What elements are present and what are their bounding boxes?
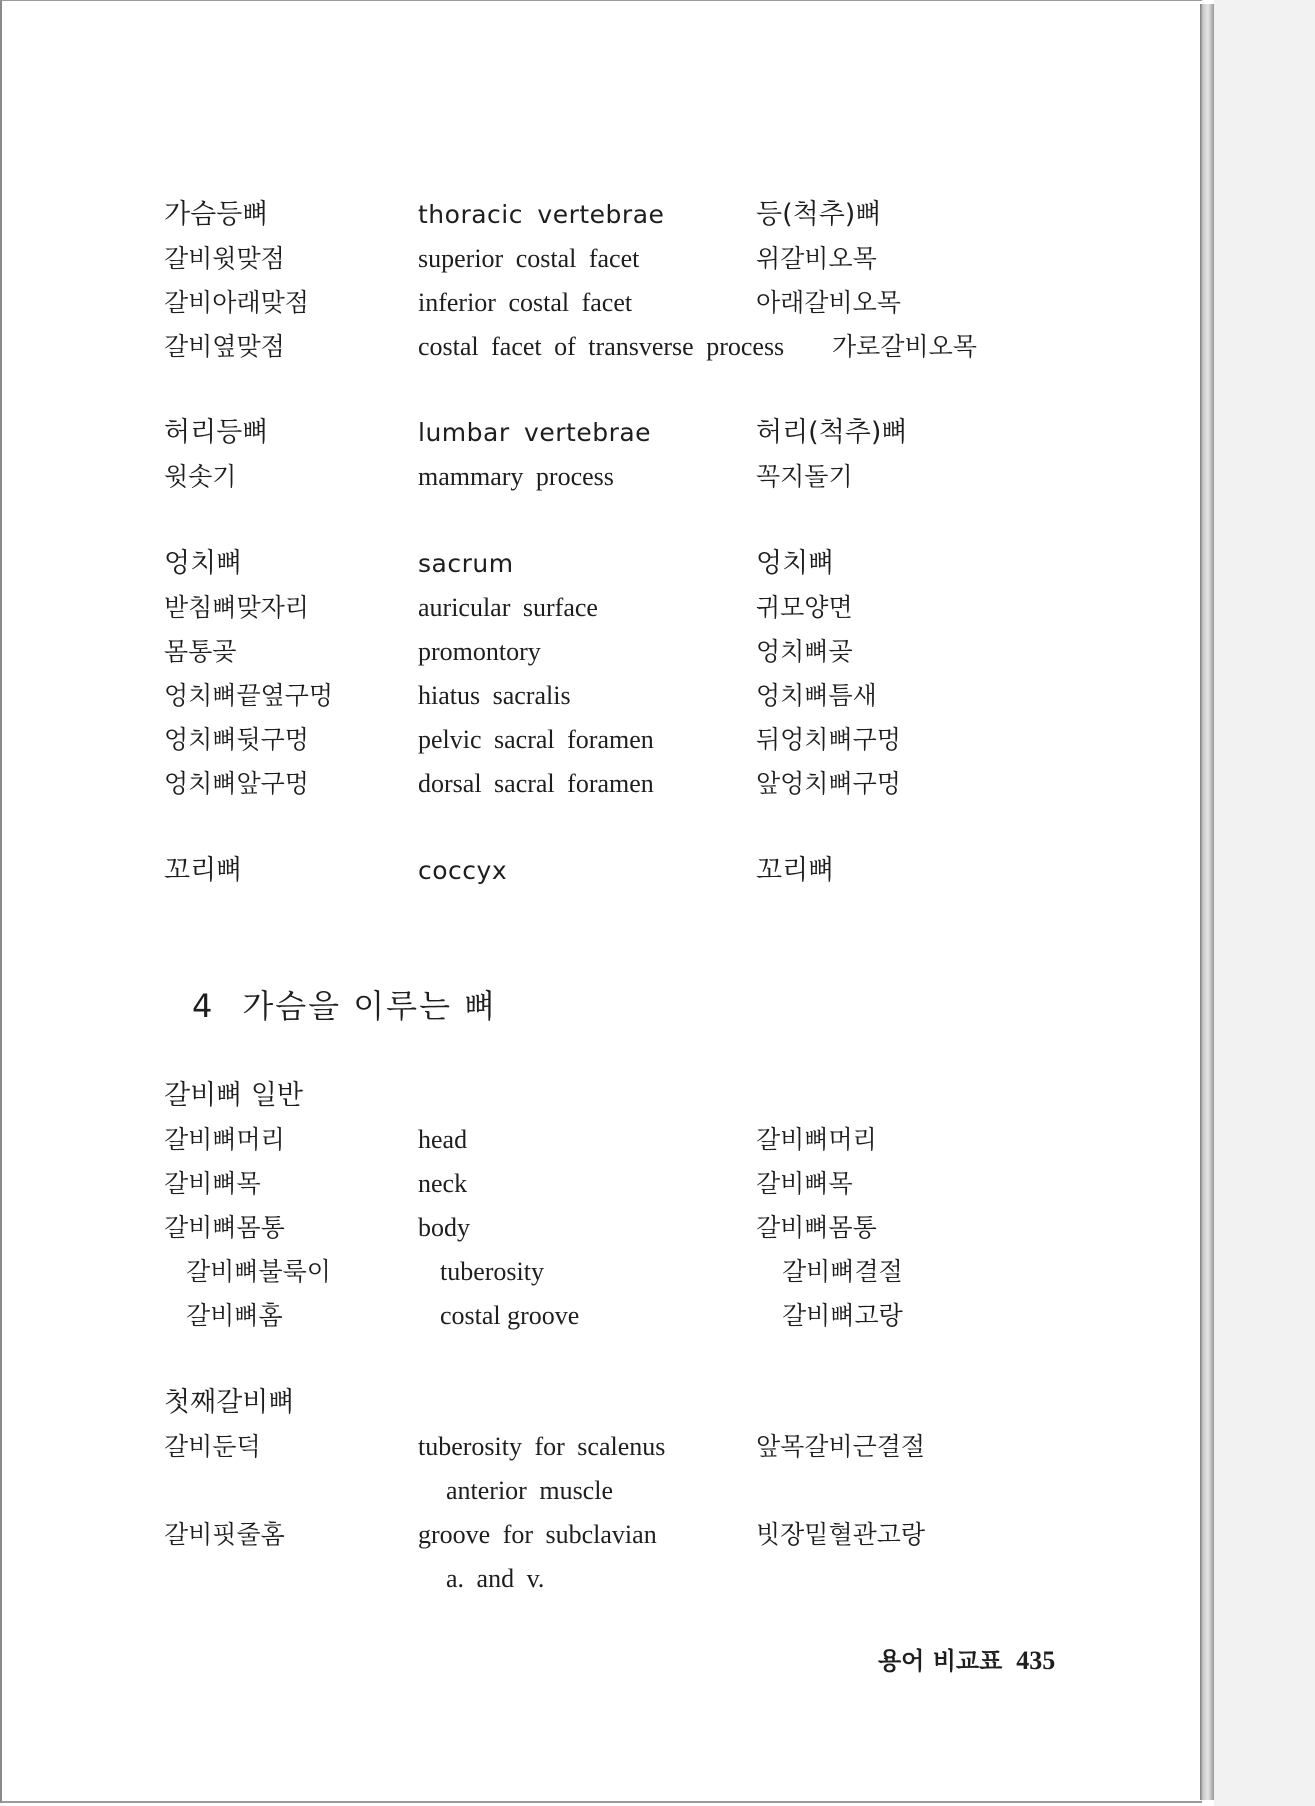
term-row [2,1120,1202,1160]
korean-term: 엉치뼈끝옆구멍 [164,681,334,710]
korean-term: 허리등뼈 [164,417,269,448]
section-number: 4 [192,987,215,1025]
alternate-term: 엉치뼈 [756,548,835,579]
footer-label: 용어 비교표 [878,1647,1003,1675]
english-term: head [418,1125,468,1154]
term-row-continuation [2,1471,1202,1511]
english-term: groove for subclavian [418,1520,657,1549]
page-number: 435 [1016,1646,1056,1675]
english-term: costal facet of transverse process [418,332,785,361]
alternate-term: 귀모양면 [756,593,853,622]
alternate-term: 꼬리뼈 [756,855,835,886]
korean-term: 갈비뼈홈 [186,1301,283,1330]
korean-term: 몸통곶 [164,637,237,666]
english-term: neck [418,1169,468,1198]
korean-term: 엉치뼈앞구멍 [164,769,309,798]
subsection-title-row [2,1383,1202,1423]
term-row [2,283,1202,323]
alternate-term: 앞목갈비근결절 [756,1432,926,1461]
alternate-term: 빗장밑혈관고랑 [756,1520,926,1549]
alternate-term: 엉치뼈틈새 [756,681,877,710]
korean-term: 가슴등뼈 [164,199,269,230]
background-margin [1214,0,1315,1806]
alternate-term: 등(척추)뼈 [756,199,882,230]
english-term: sacrum [418,549,514,578]
term-row-indented [2,1252,1202,1292]
english-term: lumbar vertebrae [418,418,652,447]
term-row-header [2,195,1202,235]
korean-term: 엉치뼈뒷구멍 [164,725,309,754]
term-row [2,720,1202,760]
korean-term: 갈비윗맞점 [164,244,285,273]
section-title: 가슴을 이루는 뼈 [242,987,498,1025]
korean-term: 갈비뼈불룩이 [186,1257,331,1286]
english-term: costal groove [440,1301,580,1330]
english-term: coccyx [418,856,508,885]
page-edge-shadow [1200,4,1214,1800]
term-row [2,239,1202,279]
english-term: inferior costal facet [418,288,633,317]
korean-term: 엉치뼈 [164,548,243,579]
alternate-term: 가로갈비오목 [832,332,977,361]
alternate-term: 허리(척추)뼈 [756,417,908,448]
alternate-term: 앞엉치뼈구멍 [756,769,901,798]
term-row [2,1164,1202,1204]
term-row [2,588,1202,628]
korean-term: 갈비둔덕 [164,1432,261,1461]
korean-term: 윗솟기 [164,462,237,491]
term-row-indented [2,1296,1202,1336]
page-footer [878,1641,1055,1681]
english-term: superior costal facet [418,244,640,273]
english-term: promontory [418,637,541,666]
korean-term: 꼬리뼈 [164,855,243,886]
term-row [2,1427,1202,1467]
alternate-term: 갈비뼈목 [756,1169,853,1198]
section-heading [192,981,497,1031]
alternate-term: 갈비뼈머리 [756,1125,877,1154]
english-term: tuberosity for scalenus [418,1432,666,1461]
korean-term: 갈비옆맞점 [164,332,285,361]
english-term: hiatus sacralis [418,681,571,710]
subsection-title: 첫째갈비뼈 [164,1387,295,1418]
korean-term: 갈비핏줄홈 [164,1520,285,1549]
term-row [2,676,1202,716]
alternate-term: 갈비뼈몸통 [756,1213,877,1242]
english-term: tuberosity [440,1257,544,1286]
alternate-term: 갈비뼈고랑 [782,1301,903,1330]
term-row [2,327,1202,367]
term-row-header [2,544,1202,584]
term-row [2,632,1202,672]
term-row [2,1208,1202,1248]
term-row [2,1515,1202,1555]
term-row-header [2,851,1202,891]
korean-term: 받침뼈맞자리 [164,593,309,622]
subsection-title-row [2,1076,1202,1116]
alternate-term: 갈비뼈결절 [782,1257,903,1286]
english-term: body [418,1213,470,1242]
alternate-term: 꼭지돌기 [756,462,853,491]
term-row-continuation [2,1559,1202,1599]
subsection-title: 갈비뼈 일반 [164,1080,303,1111]
alternate-term: 위갈비오목 [756,244,877,273]
english-term: dorsal sacral foramen [418,769,654,798]
english-term-continuation: anterior muscle [446,1476,613,1505]
english-term: pelvic sacral foramen [418,725,654,754]
english-term: mammary process [418,462,614,491]
term-row-header [2,413,1202,453]
korean-term: 갈비뼈목 [164,1169,261,1198]
english-term-continuation: a. and v. [446,1564,545,1593]
korean-term: 갈비뼈머리 [164,1125,285,1154]
korean-term: 갈비뼈몸통 [164,1213,285,1242]
alternate-term: 아래갈비오목 [756,288,901,317]
term-row [2,457,1202,497]
term-row [2,764,1202,804]
alternate-term: 뒤엉치뼈구멍 [756,725,901,754]
english-term: thoracic vertebrae [418,200,665,229]
korean-term: 갈비아래맞점 [164,288,309,317]
english-term: auricular surface [418,593,598,622]
alternate-term: 엉치뼈곶 [756,637,853,666]
